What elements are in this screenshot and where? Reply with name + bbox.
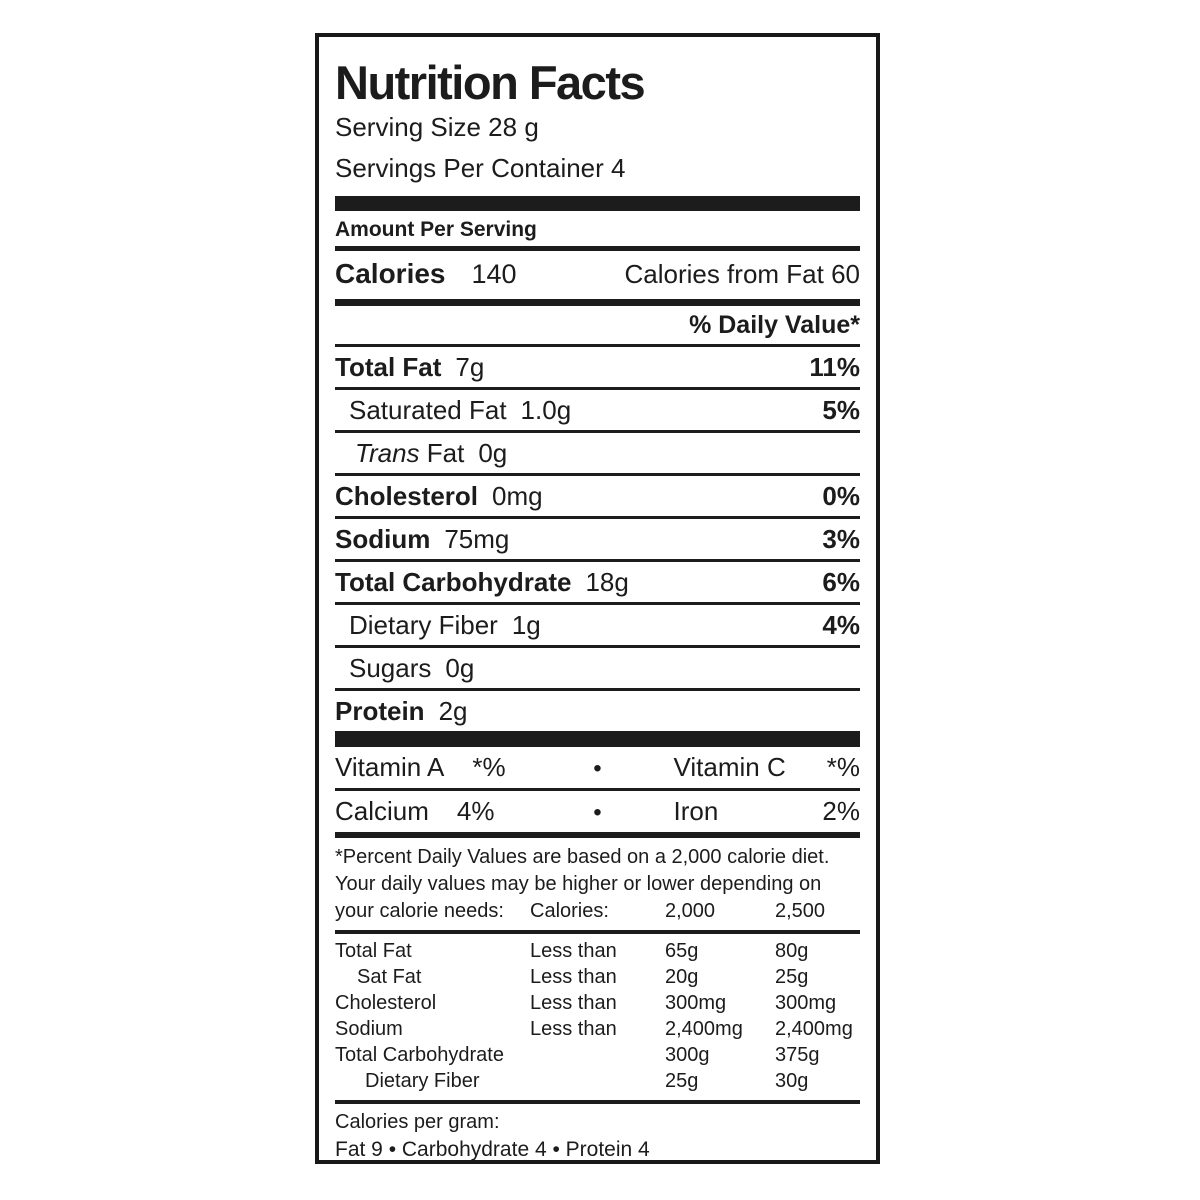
vitamin-value: *% xyxy=(472,752,506,782)
nutrient-amount: 7g xyxy=(455,352,485,382)
daily-values-table xyxy=(335,934,860,1100)
nutrient-name: Total Carbohydrate xyxy=(335,567,572,597)
serving-size: Serving Size 28 g xyxy=(335,112,539,142)
table-value-2500: 375g xyxy=(775,1044,820,1066)
nutrient-row-protein xyxy=(335,691,860,731)
calories-value: 140 xyxy=(471,259,517,289)
nutrient-amount: 1g xyxy=(511,610,541,640)
footnote-calories-header-row xyxy=(335,898,860,925)
nutrient-daily-value: 5% xyxy=(822,395,860,425)
label-title: Nutrition Facts xyxy=(335,56,645,109)
vitamin-name: Vitamin C xyxy=(673,752,786,782)
trans-italic: Trans xyxy=(355,438,420,468)
table-value-2000: 20g xyxy=(665,966,699,988)
table-nutrient: Dietary Fiber xyxy=(365,1070,480,1092)
vitamin-name: Calcium xyxy=(335,796,429,826)
calories-label: Calories xyxy=(335,258,446,289)
calories-per-gram-values: Fat 9 • Carbohydrate 4 • Protein 4 xyxy=(335,1138,650,1161)
nutrient-name: Sodium xyxy=(335,524,431,554)
nutrient-daily-value: 0% xyxy=(822,481,860,511)
nutrient-name: Sugars xyxy=(349,653,432,683)
table-value-2000: 65g xyxy=(665,940,699,962)
vitamin-row-a-c xyxy=(335,747,860,791)
footnote xyxy=(335,838,860,898)
nutrient-name: Total Fat xyxy=(335,352,442,382)
table-value-2000: 300mg xyxy=(665,992,727,1014)
nutrient-row-sugars xyxy=(335,648,860,691)
table-value-2500: 25g xyxy=(775,966,809,988)
table-row xyxy=(335,964,860,990)
nutrient-amount: 1.0g xyxy=(520,395,572,425)
table-qualifier: Less than xyxy=(530,940,617,962)
bullet-separator: • xyxy=(593,799,602,826)
nutrient-daily-value: 6% xyxy=(822,567,860,597)
table-qualifier: Less than xyxy=(530,1018,617,1040)
thick-divider-bar xyxy=(335,196,860,211)
nutrient-name: Dietary Fiber xyxy=(349,610,498,640)
footnote-line-3: your calorie needs: xyxy=(335,900,504,922)
table-qualifier: Less than xyxy=(530,966,617,988)
footnote-line-2: Your daily values may be higher or lower depending on xyxy=(335,873,822,895)
calories-per-gram-label: Calories per gram: xyxy=(335,1111,500,1133)
nutrient-name: Protein xyxy=(335,696,425,726)
nutrient-row-dietary-fiber xyxy=(335,605,860,648)
nutrient-amount: 75mg xyxy=(444,524,510,554)
footnote-line-1: *Percent Daily Values are based on a 2,000 calorie diet. xyxy=(335,846,830,868)
table-qualifier xyxy=(530,1068,665,1094)
table-qualifier xyxy=(530,1042,665,1068)
nutrient-amount: 2g xyxy=(438,696,468,726)
nutrient-amount: 0g xyxy=(445,653,475,683)
nutrient-name: Cholesterol xyxy=(335,481,479,511)
vitamin-name: Iron xyxy=(673,796,719,826)
nutrient-daily-value: 4% xyxy=(822,610,860,640)
nutrient-row-total-carbohydrate xyxy=(335,562,860,605)
table-nutrient: Sodium xyxy=(335,1018,403,1040)
nutrient-amount: 0g xyxy=(478,438,508,468)
nutrient-row-trans-fat xyxy=(335,433,860,476)
vitamin-name: Vitamin A xyxy=(335,752,445,782)
table-value-2500: 30g xyxy=(775,1070,809,1092)
nutrient-daily-value: 11% xyxy=(809,352,860,382)
table-value-2500: 300mg xyxy=(775,992,837,1014)
nutrient-name: Saturated Fat xyxy=(349,395,507,425)
table-nutrient: Sat Fat xyxy=(357,966,422,988)
table-row xyxy=(335,1068,860,1094)
thick-divider-bar xyxy=(335,731,860,747)
nutrient-row-sodium xyxy=(335,519,860,562)
table-nutrient: Total Fat xyxy=(335,940,412,962)
nutrient-daily-value: 3% xyxy=(822,524,860,554)
vitamin-value: *% xyxy=(826,752,860,782)
nutrient-amount: 0mg xyxy=(492,481,543,511)
table-row xyxy=(335,938,860,964)
table-row xyxy=(335,990,860,1016)
servings-per-container: Servings Per Container 4 xyxy=(335,153,626,183)
nutrient-amount: 18g xyxy=(585,567,629,597)
calories-from-fat: Calories from Fat 60 xyxy=(624,259,860,289)
table-value-2000: 300g xyxy=(665,1044,710,1066)
table-value-2500: 80g xyxy=(775,940,809,962)
table-qualifier: Less than xyxy=(530,992,617,1014)
calories-group xyxy=(335,259,517,290)
table-nutrient: Cholesterol xyxy=(335,992,437,1014)
bullet-separator: • xyxy=(593,755,602,782)
daily-value-header: % Daily Value* xyxy=(335,306,860,347)
divider xyxy=(335,299,860,306)
table-value-2500: 2,400mg xyxy=(775,1018,853,1040)
nutrient-name: Trans Fat xyxy=(355,438,465,468)
nutrition-facts-label xyxy=(315,33,880,1164)
vitamin-value: 4% xyxy=(456,796,495,826)
calories-column-header: Calories: xyxy=(530,900,609,922)
table-value-2000: 25g xyxy=(665,1070,699,1092)
vitamin-value: 2% xyxy=(822,796,860,826)
vitamin-row-calcium-iron xyxy=(335,791,860,838)
nutrient-row-cholesterol xyxy=(335,476,860,519)
nutrient-row-saturated-fat xyxy=(335,390,860,433)
column-2000-header: 2,000 xyxy=(665,900,716,922)
calories-row xyxy=(335,251,860,299)
table-row xyxy=(335,1042,860,1068)
nutrient-row-total-fat xyxy=(335,347,860,390)
table-row xyxy=(335,1016,860,1042)
amount-per-serving-heading: Amount Per Serving xyxy=(335,218,537,241)
column-2500-header: 2,500 xyxy=(775,900,826,922)
table-value-2000: 2,400mg xyxy=(665,1018,743,1040)
table-nutrient: Total Carbohydrate xyxy=(335,1044,504,1066)
